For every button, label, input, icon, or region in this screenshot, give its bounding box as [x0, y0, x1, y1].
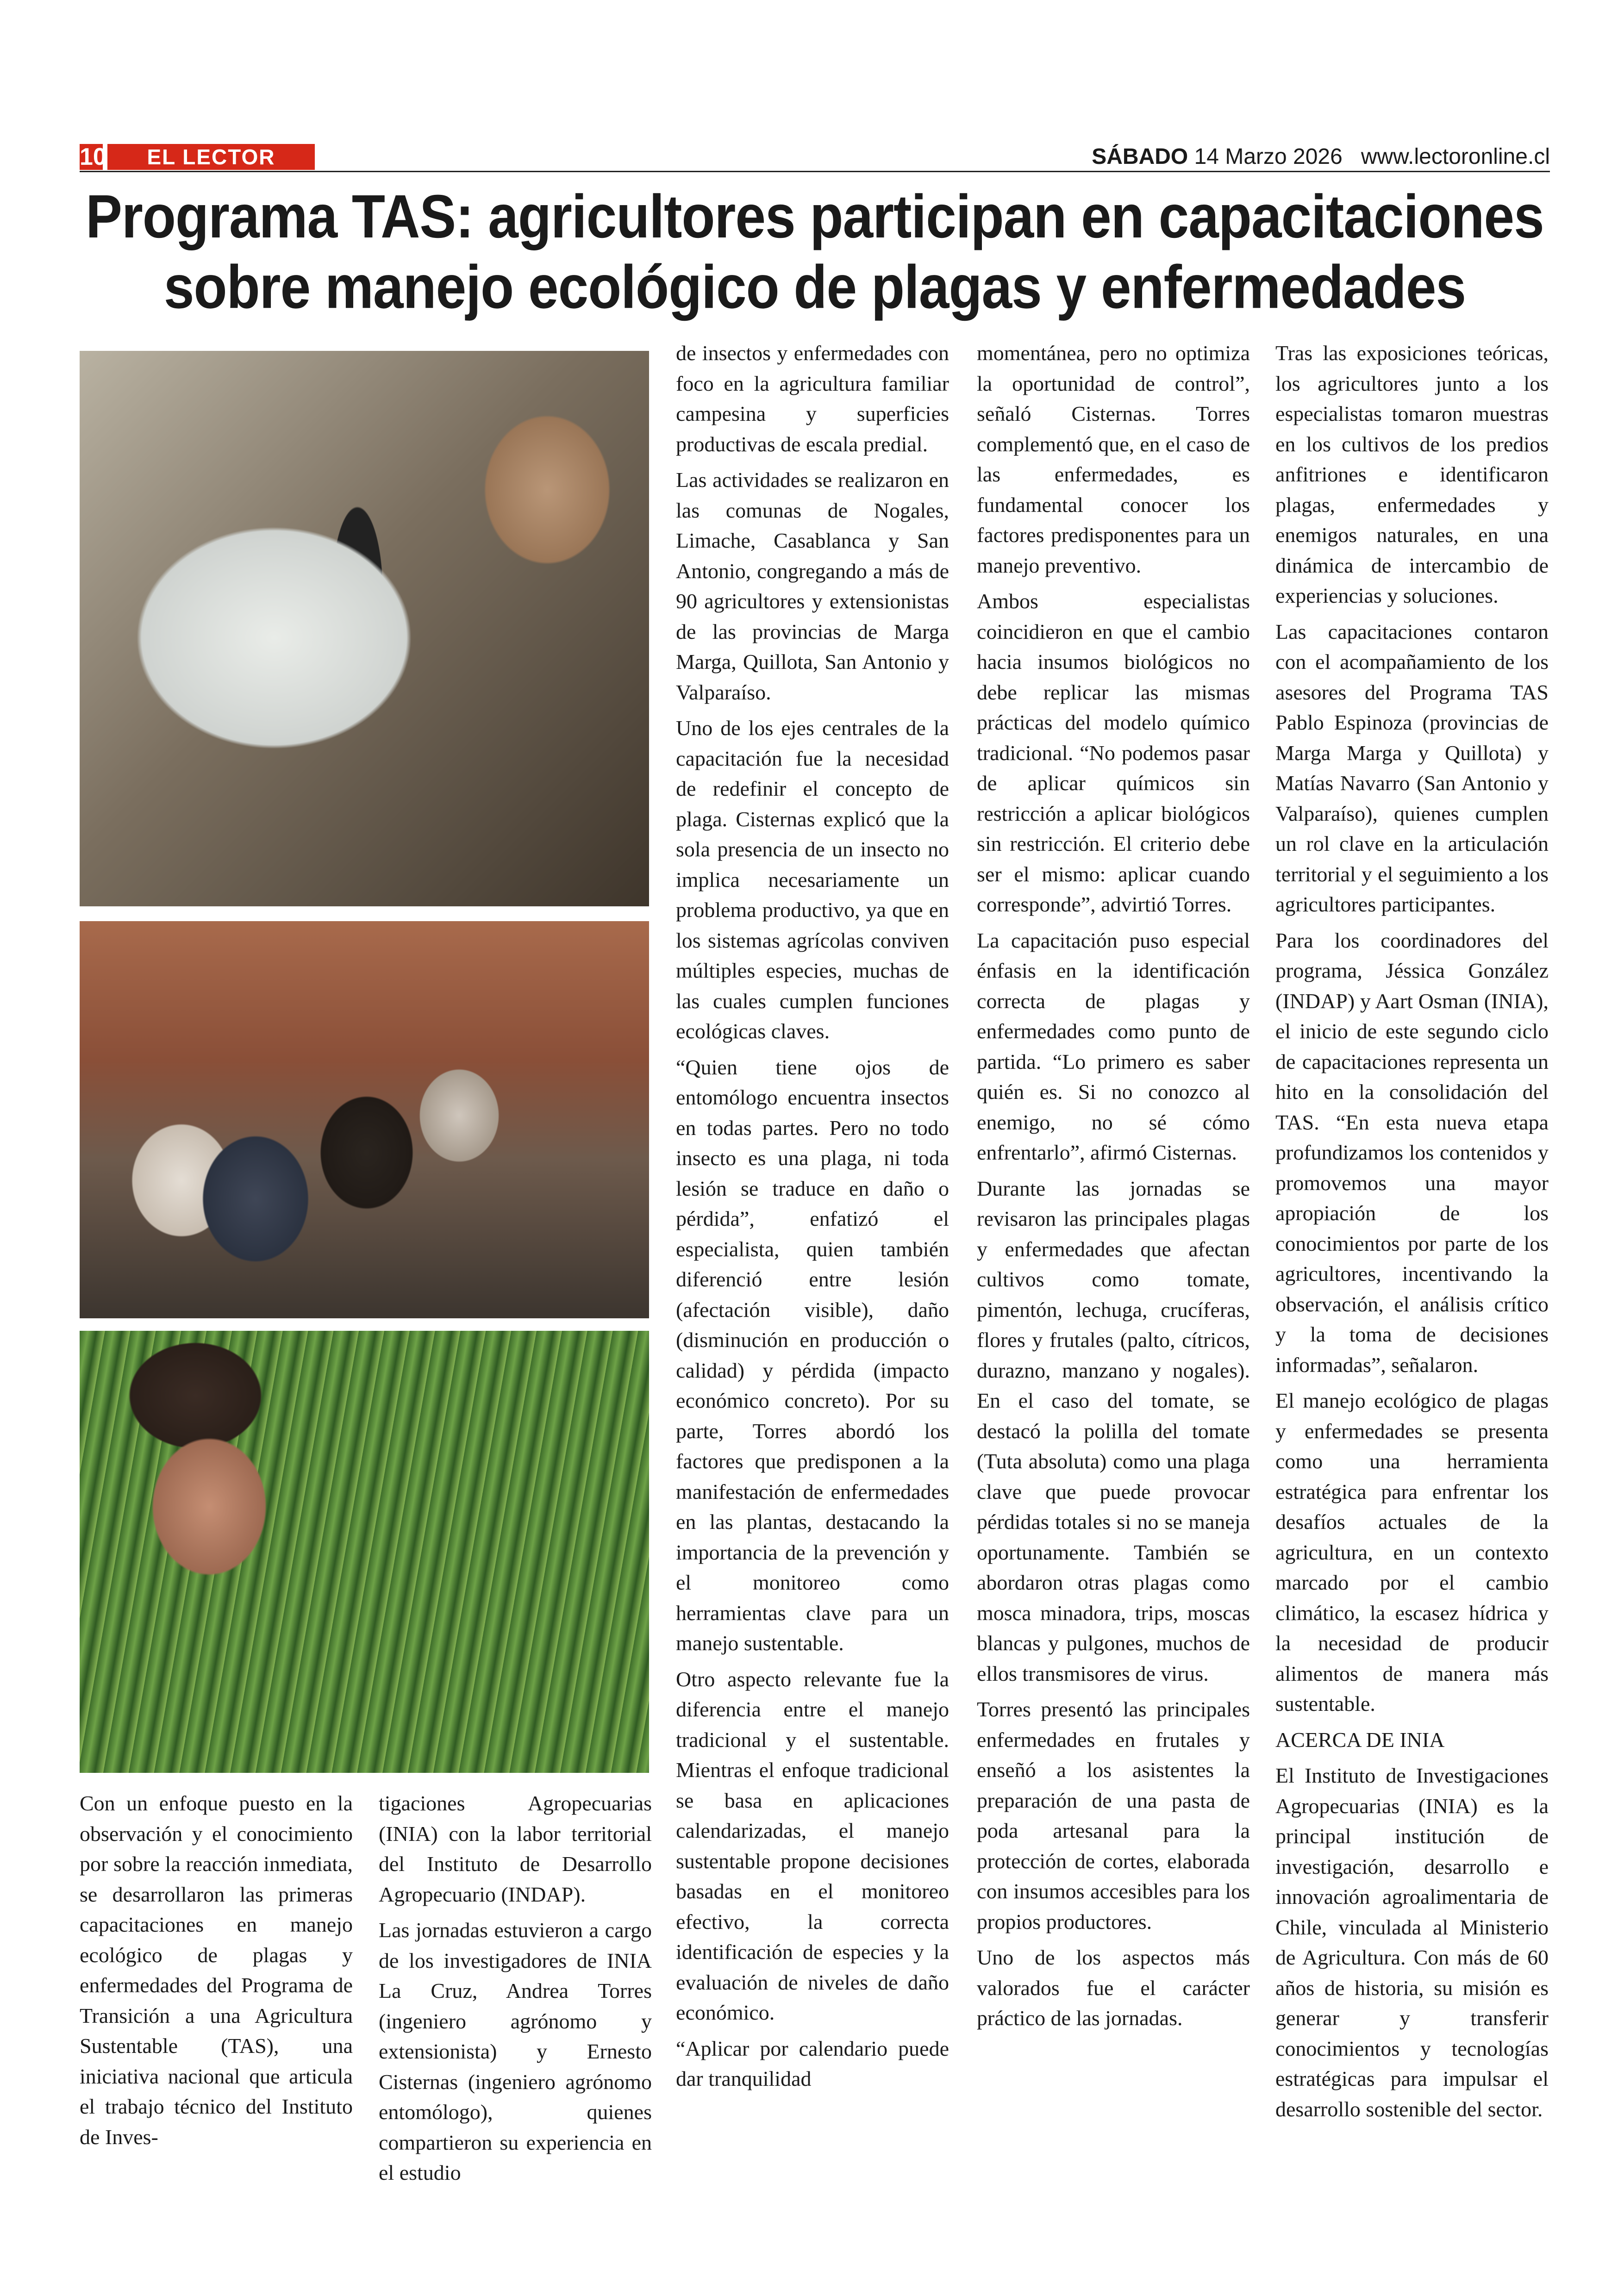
- dateline-date: 14 Marzo 2026: [1194, 144, 1343, 169]
- article-column-5: [1275, 338, 1549, 2130]
- article-column-b: [379, 1788, 652, 2194]
- paragraph: Con un enfoque puesto en la observación y el conocimiento por sobre la reacción inmediata, se desarrollaron las primeras capacitaciones en manejo ecológico de plagas y enfermedades del Programa de Transición a una Agricultura Sustentable (TAS), una iniciativa nacional que articula el trabajo técnico del Instituto de Inves-: [80, 1791, 353, 2149]
- section-subheading: ACERCA DE INIA: [1275, 1727, 1445, 1752]
- paragraph: El manejo ecológico de plagas y enfermedades se presenta como una herramienta estratégica para enfrentar los desafíos actuales de la agricultura, en un contexto marcado por el cambio climático, la escasez hídrica y la necesidad de producir alimentos de manera más sustentable.: [1275, 1389, 1549, 1715]
- paragraph: Otro aspecto relevante fue la diferencia entre el manejo tradicional y el sustentable. Mientras el enfoque tradicional se basa en aplicaciones calendarizadas, el manejo sustentable propone decisiones basadas en el monitoreo efectivo, la correcta identificación de especies y la evaluación de niveles de daño económico.: [676, 1667, 949, 2024]
- paragraph: Las actividades se realizaron en las comunas de Nogales, Limache, Casablanca y San Antonio, congregando a más de 90 agricultores y extensionistas de las provincias de Marga Marga, Quillota, San Antonio y Valparaíso.: [676, 468, 949, 704]
- paragraph: Ambos especialistas coincidieron en que el cambio hacia insumos biológicos no debe replicar las mismas prácticas del modelo químico tradicional. “No podemos pasar de aplicar químicos sin restricción a aplicar biológicos sin restricción. El criterio debe ser el mismo: aplicar cuando corresponde”, advirtió Torres.: [977, 589, 1250, 916]
- paragraph: Uno de los aspectos más valorados fue el carácter práctico de las jornadas.: [977, 1946, 1250, 2030]
- photo-microscope: [80, 351, 649, 906]
- paragraph: “Quien tiene ojos de entomólogo encuentra insectos en todas partes. Pero no todo insecto es una plaga, ni toda lesión se traduce en daño o pérdida”, enfatizó el especialista, quien también diferenció entre lesión (afectación visible), daño (disminución en producción o calidad) y pérdida (impacto económico concreto). Por su parte, Torres abordó los factores que predisponen a la manifestación de enfermedades en las plantas, destacando la importancia de la prevención y el monitoreo como herramientas clave para un manejo sustentable.: [676, 1055, 949, 1655]
- page-number: 10: [80, 143, 106, 170]
- paragraph: Durante las jornadas se revisaron las principales plagas y enfermedades que afectan cultivos como tomate, pimentón, lechuga, crucíferas, flores y frutales (palto, cítricos, durazno, manzano y nogales). En el caso del tomate, se destacó la polilla del tomate (Tuta absoluta) como una plaga clave que puede provocar pérdidas totales si no se maneja oportunamente. También se abordaron otras plagas como mosca minadora, trips, moscas blancas y pulgones, muchos de ellos transmisores de virus.: [977, 1176, 1250, 1685]
- headline-line-2: sobre manejo ecológico de plagas y enfermedades: [163, 253, 1466, 322]
- newspaper-logo: EL LECTOR: [107, 144, 315, 170]
- paragraph: Las jornadas estuvieron a cargo de los investigadores de INIA La Cruz, Andrea Torres (ingeniero agrónomo y extensionista) y Ernesto Cisternas (ingeniero agrónomo entomólogo), quienes compartieron su experiencia en el estudio: [379, 1918, 652, 2184]
- paragraph: Uno de los ejes centrales de la capacitación fue la necesidad de redefinir el concepto de plaga. Cisternas explicó que la sola presencia de un insecto no implica necesariamente un problema productivo, ya que en los sistemas agrícolas conviven múltiples especies, muchas de las cuales cumplen funciones ecológicas claves.: [676, 716, 949, 1043]
- dateline: [1092, 143, 1550, 171]
- paragraph: La capacitación puso especial énfasis en la identificación correcta de plagas y enfermedades como punto de partida. “Lo primero es saber quién es. Si no conozco al enemigo, no sé cómo enfrentarlo”, afirmó Cisternas.: [977, 928, 1250, 1164]
- dateline-day: SÁBADO: [1092, 144, 1188, 169]
- paragraph: Torres presentó las principales enfermedades en frutales y enseñó a los asistentes la preparación de una pasta de poda artesanal para la protección de cortes, elaborada con insumos accesibles para los propios productores.: [977, 1697, 1250, 1933]
- article-column-3: [676, 338, 949, 2100]
- page-header: [80, 140, 1550, 172]
- paragraph: “Aplicar por calendario puede dar tranquilidad: [676, 2036, 949, 2090]
- website-link[interactable]: www.lectoronline.cl: [1361, 144, 1550, 169]
- article-headline: [80, 181, 1550, 323]
- article-column-a: [80, 1788, 353, 2158]
- paragraph: Para los coordinadores del programa, Jéssica González (INDAP) y Aart Osman (INIA), el inicio de este segundo ciclo de capacitaciones representa un hito en la consolidación del TAS. “En esta nueva etapa profundizamos los contenidos y promovemos una mayor apropiación de los conocimientos por parte de los agricultores, incentivando la observación, el análisis crítico y la toma de decisiones informadas”, señalaron.: [1275, 928, 1549, 1377]
- photo-field-farmer: [80, 1331, 649, 1773]
- photo-audience: [80, 921, 649, 1318]
- paragraph: Las capacitaciones contaron con el acompañamiento de los asesores del Programa TAS Pablo Espinoza (provincias de Marga Marga y Quillota) y Matías Navarro (San Antonio y Valparaíso), quienes cumplen un rol clave en la articulación territorial y el seguimiento a los agricultores participantes.: [1275, 619, 1549, 916]
- headline-line-1: Programa TAS: agricultores participan en capacitaciones: [86, 182, 1544, 251]
- paragraph: de insectos y enfermedades con foco en la agricultura familiar campesina y superficies productivas de escala predial.: [676, 341, 949, 456]
- paragraph: Tras las exposiciones teóricas, los agricultores junto a los especialistas tomaron muestras en los cultivos de los predios anfitriones e identificaron plagas, enfermedades y enemigos naturales, en una dinámica de intercambio de experiencias y soluciones.: [1275, 341, 1549, 607]
- article-column-4: [977, 338, 1250, 2039]
- paragraph: El Instituto de Investigaciones Agropecuarias (INIA) es la principal institución de investigación, desarrollo e innovación agroalimentaria de Chile, vinculada al Ministerio de Agricultura. Con más de 60 años de historia, su misión es generar y transferir conocimientos y tecnologías estratégicas para impulsar el desarrollo sostenible del sector.: [1275, 1764, 1549, 2121]
- paragraph: tigaciones Agropecuarias (INIA) con la labor territorial del Instituto de Desarrollo Agropecuario (INDAP).: [379, 1791, 652, 1906]
- paragraph: momentánea, pero no optimiza la oportunidad de control”, señaló Cisternas. Torres complementó que, en el caso de las enfermedades, es fundamental conocer los factores predisponentes para un manejo preventivo.: [977, 341, 1250, 577]
